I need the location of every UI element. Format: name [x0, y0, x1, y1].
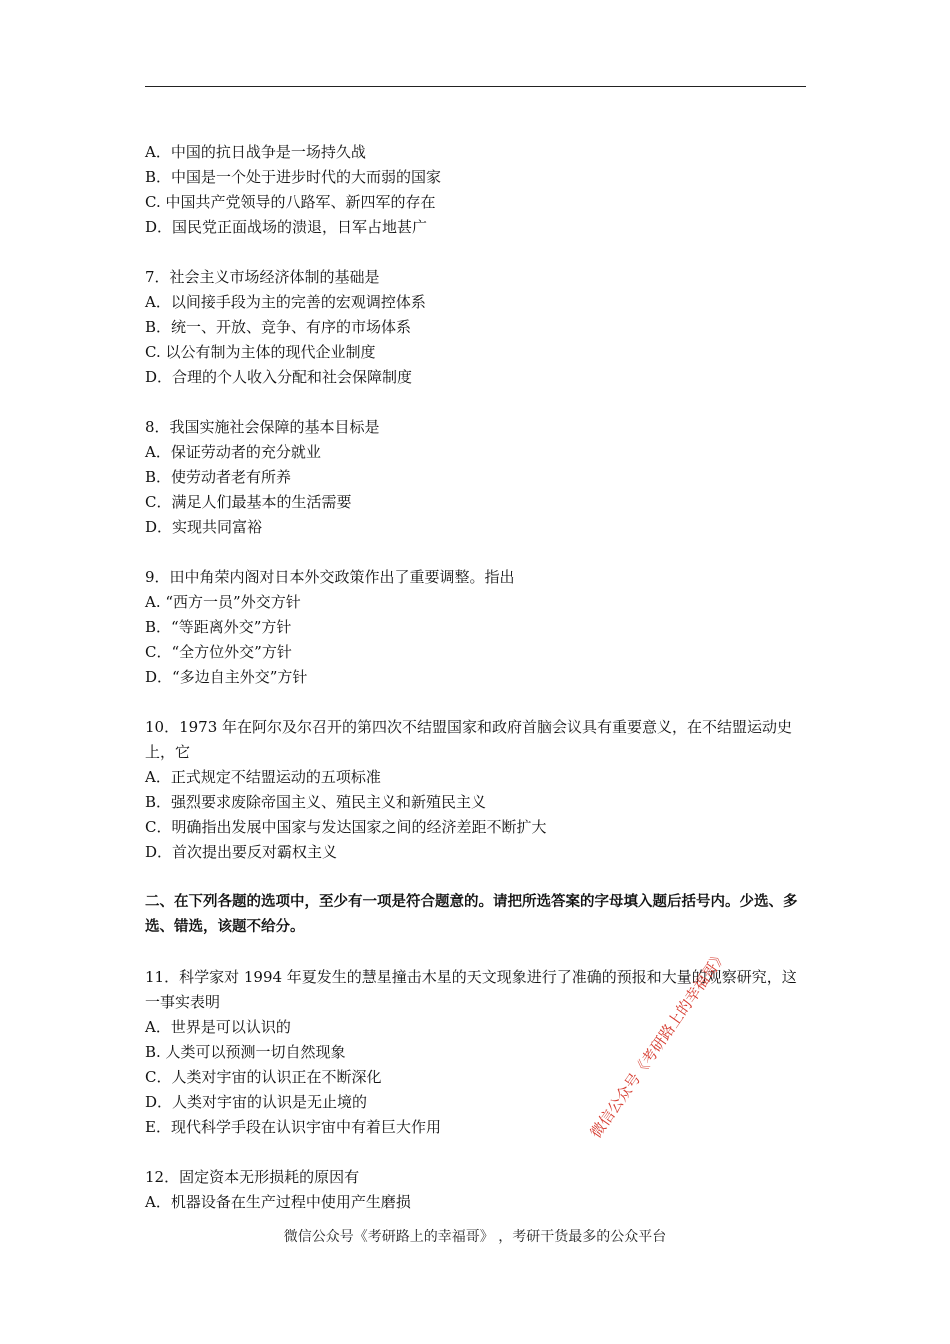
option-a: A．保证劳动者的充分就业	[145, 443, 321, 461]
option-a: A．机器设备在生产过程中使用产生磨损	[145, 1193, 411, 1211]
option-c: C．满足人们最基本的生活需要	[145, 493, 352, 511]
document-body	[145, 140, 810, 1240]
option-b: B．“等距离外交”方针	[145, 618, 292, 636]
option-d: D．实现共同富裕	[145, 518, 263, 536]
option-b: B. 人类可以预测一切自然现象	[145, 1043, 346, 1061]
option-d: D．国民党正面战场的溃退，日军占地甚广	[145, 218, 428, 236]
option-a: A. “西方一员”外交方针	[145, 593, 301, 611]
question-11	[145, 965, 810, 1140]
question-7	[145, 265, 810, 390]
question-stem: 7．社会主义市场经济体制的基础是	[145, 268, 380, 286]
option-b: B．使劳动者老有所养	[145, 468, 292, 486]
question-stem: 10．1973 年在阿尔及尔召开的第四次不结盟国家和政府首脑会议具有重要意义，在不结盟运动史上，它	[145, 718, 793, 761]
option-a: A．正式规定不结盟运动的五项标准	[145, 768, 381, 786]
header-rule	[145, 86, 806, 87]
section-2-heading: 二、在下列各题的选项中，至少有一项是符合题意的。请把所选答案的字母填入题后括号内。少选、多选、错选，该题不给分。	[145, 894, 798, 935]
question-12	[145, 1165, 810, 1215]
question-stem: 12．固定资本无形损耗的原因有	[145, 1168, 360, 1186]
option-a: A．世界是可以认识的	[145, 1018, 291, 1036]
option-b: B．中国是一个处于进步时代的大而弱的国家	[145, 168, 442, 186]
option-b: B．统一、开放、竞争、有序的市场体系	[145, 318, 412, 336]
option-a: A．中国的抗日战争是一场持久战	[145, 143, 366, 161]
watermark-text: 微信公众号《考研路上的幸福哥》	[586, 946, 731, 1142]
question-6-options	[145, 140, 810, 240]
option-a: A．以间接手段为主的完善的宏观调控体系	[145, 293, 426, 311]
option-c: C. 中国共产党领导的八路军、新四军的存在	[145, 193, 436, 211]
option-c: C．“全方位外交”方针	[145, 643, 292, 661]
option-d: D．人类对宇宙的认识是无止境的	[145, 1093, 368, 1111]
option-d: D．合理的个人收入分配和社会保障制度	[145, 368, 413, 386]
option-d: D．“多边自主外交”方针	[145, 668, 308, 686]
question-8	[145, 415, 810, 540]
question-stem: 11．科学家对 1994 年夏发生的慧星撞击木星的天文现象进行了准确的预报和大量的观察研究，这一事实表明	[145, 968, 797, 1011]
option-e: E．现代科学手段在认识宇宙中有着巨大作用	[145, 1118, 441, 1136]
option-b: B．强烈要求废除帝国主义、殖民主义和新殖民主义	[145, 793, 487, 811]
question-stem: 8．我国实施社会保障的基本目标是	[145, 418, 380, 436]
option-d: D．首次提出要反对霸权主义	[145, 843, 338, 861]
page-footer: 微信公众号《考研路上的幸福哥》 ，考研干货最多的公众平台	[283, 1229, 667, 1245]
question-stem: 9．田中角荣内阁对日本外交政策作出了重要调整。指出	[145, 568, 515, 586]
question-10	[145, 715, 810, 865]
question-9	[145, 565, 810, 690]
option-c: C．明确指出发展中国家与发达国家之间的经济差距不断扩大	[145, 818, 547, 836]
option-c: C．人类对宇宙的认识正在不断深化	[145, 1068, 382, 1086]
option-c: C. 以公有制为主体的现代企业制度	[145, 343, 376, 361]
